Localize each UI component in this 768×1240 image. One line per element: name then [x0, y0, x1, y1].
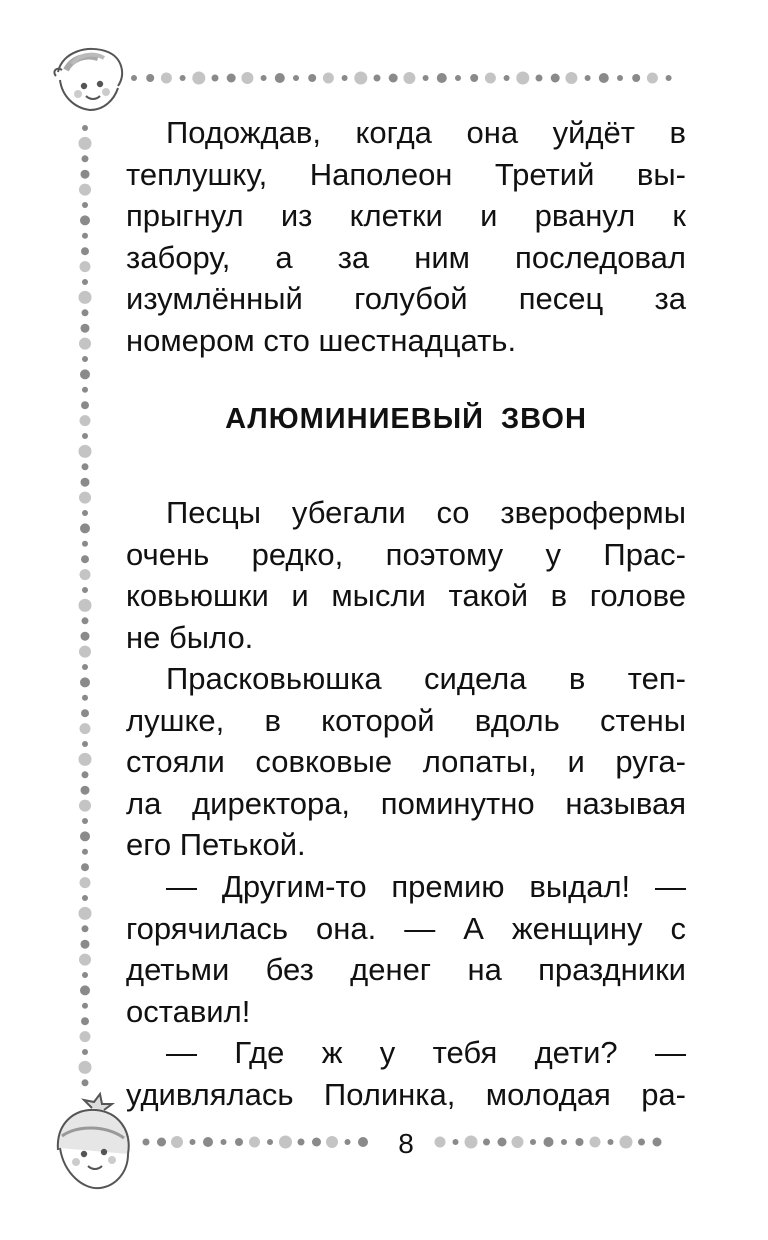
border-dot	[80, 831, 90, 841]
border-dot	[620, 1136, 633, 1149]
border-dot	[79, 954, 91, 966]
border-dot	[561, 1139, 567, 1145]
text-line: Подождав, когда она уйдёт в	[166, 115, 686, 150]
border-dot	[82, 664, 88, 670]
border-dot	[82, 1003, 88, 1009]
border-dot	[437, 73, 447, 83]
border-dot	[455, 75, 461, 81]
border-dot	[82, 849, 88, 855]
text-line: теплушку, Наполеон Третий вы-	[126, 156, 686, 192]
border-dot	[80, 523, 90, 533]
border-dot	[79, 599, 92, 612]
border-dot	[82, 309, 89, 316]
border-dot	[653, 1138, 662, 1147]
border-dot	[80, 985, 90, 995]
border-dot	[82, 1079, 89, 1086]
border-dot	[82, 617, 89, 624]
border-dot	[82, 1049, 88, 1055]
border-dot	[81, 170, 90, 179]
chapter-heading: АЛЮМИНИЕВЫЙ ЗВОН	[225, 403, 587, 435]
border-dot	[131, 75, 137, 81]
border-dot	[79, 137, 92, 150]
border-dot	[551, 74, 560, 83]
border-dot	[82, 541, 88, 547]
text-line: горячилась она. — А женщину с	[126, 910, 686, 946]
border-dot	[81, 478, 90, 487]
border-dot	[80, 723, 91, 734]
border-dot	[79, 1061, 92, 1074]
border-dot	[82, 587, 88, 593]
border-dot	[504, 75, 510, 81]
paragraph-3	[126, 658, 686, 866]
border-dot	[608, 1139, 614, 1145]
border-dot	[82, 155, 89, 162]
border-dot	[82, 125, 88, 131]
border-dot	[565, 72, 577, 84]
border-dot	[82, 202, 88, 208]
text-line: его Петькой.	[126, 827, 306, 863]
border-dot	[249, 1137, 260, 1148]
border-dot	[80, 369, 90, 379]
border-dot	[212, 75, 219, 82]
border-dot	[82, 771, 89, 778]
border-dot	[485, 73, 496, 84]
border-dot	[79, 338, 91, 350]
border-dot	[308, 74, 316, 82]
border-dot	[81, 1017, 89, 1025]
text-line: стояли совковые лопаты, и руга-	[126, 744, 686, 780]
paragraph-5	[126, 1032, 686, 1115]
border-dot	[79, 800, 91, 812]
border-dot	[227, 74, 236, 83]
text-line: ковьюшки и мысли такой в голове	[126, 578, 686, 614]
border-dot	[82, 895, 88, 901]
border-dot	[82, 463, 89, 470]
page-number: 8	[398, 1128, 414, 1159]
border-dot	[157, 1138, 166, 1147]
border-dot	[374, 75, 381, 82]
border-dot	[82, 972, 88, 978]
border-dot	[293, 75, 299, 81]
border-dot	[389, 74, 398, 83]
text-line: удивлялась Полинка, молодая ра-	[126, 1076, 686, 1112]
border-dot	[79, 753, 92, 766]
border-dot	[423, 75, 429, 81]
text-line: — Другим-то премию выдал! —	[166, 869, 686, 904]
border-dot	[279, 1136, 292, 1149]
border-dot	[483, 1139, 490, 1146]
border-dot	[82, 741, 88, 747]
border-dot	[342, 75, 348, 81]
text-line: очень редко, поэтому у Прас-	[126, 536, 686, 572]
border-dot	[82, 279, 88, 285]
text-line: оставил!	[126, 993, 251, 1029]
text-line: лушке, в которой вдоль стены	[126, 702, 686, 738]
text-line: Прасковьюшка сидела в теп-	[166, 661, 686, 696]
text-line: детьми без денег на праздники	[126, 952, 686, 988]
border-dot	[632, 74, 640, 82]
border-dot	[82, 818, 88, 824]
border-dot	[666, 75, 672, 81]
border-dot	[536, 75, 543, 82]
border-dot	[82, 695, 88, 701]
border-dot	[79, 492, 91, 504]
border-dot	[638, 1139, 645, 1146]
border-dot	[453, 1139, 459, 1145]
border-dot	[354, 72, 367, 85]
border-dot	[203, 1137, 213, 1147]
border-dot	[241, 72, 253, 84]
border-dot	[82, 233, 88, 239]
border-dot	[82, 387, 88, 393]
text-line: изумлённый голубой песец за	[126, 281, 686, 317]
text-line: ла директора, поминутно называя	[126, 785, 686, 821]
border-dot	[82, 925, 89, 932]
text-line: номером сто шестнадцать.	[126, 322, 517, 358]
border-dot	[192, 72, 205, 85]
border-dot	[80, 261, 91, 272]
border-dot	[326, 1136, 338, 1148]
border-dot	[79, 184, 91, 196]
border-dot	[516, 72, 529, 85]
border-dot	[358, 1137, 368, 1147]
girl-face-bottom-icon	[58, 1094, 129, 1188]
border-dot	[171, 1136, 183, 1148]
border-dot	[81, 786, 90, 795]
border-dot	[81, 940, 90, 949]
top-dotted-border	[131, 72, 672, 85]
border-dot	[161, 73, 172, 84]
border-dot	[275, 73, 285, 83]
text-line: прыгнул из клетки и рванул к	[126, 198, 686, 234]
border-dot	[585, 75, 591, 81]
border-dot	[530, 1139, 536, 1145]
left-dotted-border	[79, 125, 92, 1086]
border-dot	[261, 75, 267, 81]
border-dot	[235, 1138, 243, 1146]
border-dot	[465, 1136, 478, 1149]
paragraph-2	[126, 492, 686, 658]
border-dot	[617, 75, 623, 81]
border-dot	[576, 1138, 584, 1146]
border-dot	[81, 324, 90, 333]
border-dot	[180, 75, 186, 81]
border-dot	[146, 74, 154, 82]
border-dot	[81, 632, 90, 641]
text-line: Песцы убегали со зверофермы	[166, 495, 686, 530]
text-line: не было.	[126, 619, 254, 655]
border-dot	[81, 401, 89, 409]
border-dot	[82, 433, 88, 439]
text-line: забору, а за ним последовал	[126, 239, 686, 275]
border-dot	[512, 1136, 524, 1148]
border-dot	[221, 1139, 227, 1145]
border-dot	[80, 215, 90, 225]
border-dot	[81, 709, 89, 717]
border-dot	[267, 1139, 273, 1145]
border-dot	[80, 415, 91, 426]
border-dot	[79, 291, 92, 304]
border-dot	[80, 677, 90, 687]
border-dot	[79, 907, 92, 920]
border-dot	[345, 1139, 351, 1145]
border-dot	[79, 445, 92, 458]
text-line: — Где ж у тебя дети? —	[166, 1035, 686, 1070]
border-dot	[470, 74, 478, 82]
border-dot	[544, 1137, 554, 1147]
border-dot	[190, 1139, 196, 1145]
border-dot	[312, 1138, 321, 1147]
border-dot	[498, 1138, 507, 1147]
border-dot	[599, 73, 609, 83]
border-dot	[403, 72, 415, 84]
border-dot	[82, 510, 88, 516]
border-dot	[298, 1139, 305, 1146]
border-dot	[80, 569, 91, 580]
border-dot	[435, 1137, 446, 1148]
paragraph-4	[126, 866, 686, 1032]
border-dot	[323, 73, 334, 84]
border-dot	[81, 863, 89, 871]
border-dot	[80, 1031, 91, 1042]
paragraph-1	[126, 112, 686, 362]
border-dot	[81, 247, 89, 255]
border-dot	[80, 877, 91, 888]
border-dot	[647, 73, 658, 84]
border-dot	[81, 555, 89, 563]
border-dot	[79, 646, 91, 658]
border-dot	[143, 1139, 150, 1146]
border-dot	[590, 1137, 601, 1148]
border-dot	[82, 356, 88, 362]
girl-face-top-icon	[54, 49, 122, 110]
